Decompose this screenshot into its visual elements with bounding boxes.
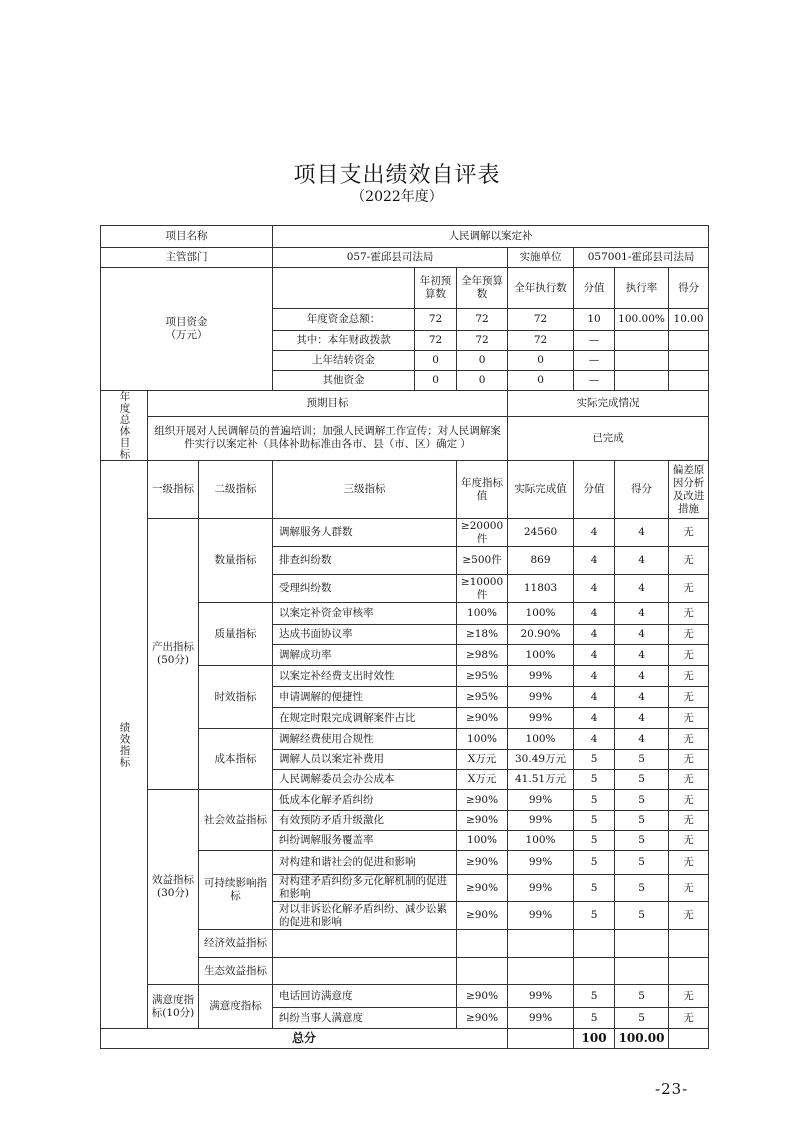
score-value: 4 [574,687,615,708]
level3-indicator: 受理纠纷数 [273,575,457,603]
deviation-analysis: 无 [669,902,709,930]
deviation-analysis: 无 [669,603,709,625]
score: 5 [615,750,669,770]
score: 4 [615,547,669,575]
funds-cell [615,331,669,351]
score-value: 4 [574,729,615,750]
total-blank [669,1029,709,1049]
actual-value: 99% [508,875,574,902]
target-value: ≥95% [457,687,508,708]
actual-value: 99% [508,851,574,875]
score: 5 [615,790,669,811]
actual-value: 99% [508,790,574,811]
deviation-analysis: 无 [669,645,709,666]
funds-cell: 0 [508,351,574,371]
funds-cell: 72 [457,309,508,331]
funds-cell: 72 [457,331,508,351]
total-score-value: 100 [574,1029,615,1049]
level3-indicator: 对以非诉讼化解矛盾纠纷、减少讼累的促进和影响 [273,902,457,930]
score: 5 [615,831,669,851]
page-number: -23- [655,1080,689,1098]
actual-value: 99% [508,687,574,708]
funds-row-label: 年度资金总额： [273,309,415,331]
score: 4 [615,519,669,547]
deviation-analysis: 无 [669,790,709,811]
target-value: ≥90% [457,902,508,930]
funds-cell: 0 [415,351,457,371]
level1-indicator: 满意度指标(10分) [148,985,199,1029]
target-value: ≥90% [457,790,508,811]
project-name-value: 人民调解以案定补 [273,226,709,248]
indicator-header: 年度指标值 [457,461,508,519]
dept-value: 057-霍邱县司法局 [273,248,508,268]
deviation-analysis: 无 [669,1008,709,1029]
score-value: 5 [574,831,615,851]
funds-cell: 10.00 [669,309,709,331]
funds-row-label: 其中：本年财政拨款 [273,331,415,351]
actual-value: 99% [508,1008,574,1029]
deviation-analysis: 无 [669,831,709,851]
score-value: 5 [574,790,615,811]
funds-cell [669,331,709,351]
actual-value: 99% [508,902,574,930]
level3-indicator: 人民调解委员会办公成本 [273,770,457,790]
target-value: ≥95% [457,666,508,687]
funds-cell: — [574,331,615,351]
score: 4 [615,645,669,666]
level2-indicator: 满意度指标 [199,985,273,1029]
actual-value: 11803 [508,575,574,603]
level3-indicator: 纠纷调解服务覆盖率 [273,831,457,851]
deviation-analysis: 无 [669,666,709,687]
target-value: ≥90% [457,851,508,875]
deviation-analysis: 无 [669,519,709,547]
target-value [457,958,508,985]
dept-label: 主管部门 [101,248,273,268]
level2-indicator: 时效指标 [199,666,273,729]
funds-header: 得分 [669,268,709,309]
score-value: 4 [574,625,615,645]
level3-indicator: 对构建和谐社会的促进和影响 [273,851,457,875]
score-value: 5 [574,770,615,790]
score-value: 5 [574,985,615,1008]
indicator-header: 实际完成值 [508,461,574,519]
level3-indicator: 申请调解的便捷性 [273,687,457,708]
score-value [574,958,615,985]
funds-blank-header [273,268,415,309]
target-value: ≥90% [457,811,508,831]
actual-value [508,930,574,958]
score-value [574,930,615,958]
target-value: X万元 [457,770,508,790]
level3-indicator: 以案定补资金审核率 [273,603,457,625]
project-name-label: 项目名称 [101,226,273,248]
level1-indicator: 效益指标(30分) [148,790,199,985]
target-value: ≥90% [457,1008,508,1029]
score-value: 4 [574,708,615,729]
funds-label-line: （万元） [165,329,208,341]
actual-value: 24560 [508,519,574,547]
target-value: ≥98% [457,645,508,666]
score-value: 4 [574,547,615,575]
table-row [101,391,709,417]
level3-indicator: 达成书面协议率 [273,625,457,645]
target-value: 100% [457,729,508,750]
funds-cell: 0 [415,371,457,391]
score [615,958,669,985]
funds-header: 全年预算数 [457,268,508,309]
deviation-analysis [669,930,709,958]
table-row [101,519,709,547]
funds-cell [615,351,669,371]
level3-indicator: 电话回访满意度 [273,985,457,1008]
score-value: 5 [574,851,615,875]
funds-header: 分值 [574,268,615,309]
actual-value: 100% [508,603,574,625]
actual-value [508,958,574,985]
funds-label-line: 项目资金 [165,316,208,328]
page-title: 项目支出绩效自评表 [293,163,501,188]
funds-cell: 0 [457,371,508,391]
actual-value: 20.90% [508,625,574,645]
target-value: ≥90% [457,708,508,729]
level3-indicator: 低成本化解矛盾纠纷 [273,790,457,811]
impl-value: 057001-霍邱县司法局 [574,248,709,268]
level2-indicator: 社会效益指标 [199,790,273,851]
table-row [101,1029,709,1049]
level2-indicator: 生态效益指标 [199,958,273,985]
deviation-analysis: 无 [669,985,709,1008]
actual-value: 100% [508,729,574,750]
score: 5 [615,851,669,875]
funds-cell: — [574,371,615,391]
deviation-analysis: 无 [669,851,709,875]
deviation-analysis: 无 [669,875,709,902]
deviation-analysis: 无 [669,687,709,708]
target-value [457,930,508,958]
level2-indicator: 数量指标 [199,519,273,603]
funds-cell: 72 [415,331,457,351]
score: 5 [615,875,669,902]
level2-indicator: 经济效益指标 [199,930,273,958]
score [615,930,669,958]
expected-goal-text: 组织开展对人民调解员的普遍培训；加强人民调解工作宣传；对人民调解案件实行以案定补（具体补助标准由各市、县（市、区）确定 ） [148,416,508,460]
indicator-header: 二级指标 [199,461,273,519]
funds-row-label: 其他资金 [273,371,415,391]
total-label: 总分 [101,1029,508,1049]
table-row [101,268,709,309]
page-subtitle: （2022年度） [351,189,443,205]
actual-value: 99% [508,708,574,729]
level3-indicator: 纠纷当事人满意度 [273,1008,457,1029]
actual-value: 41.51万元 [508,770,574,790]
deviation-analysis: 无 [669,547,709,575]
score-value: 4 [574,519,615,547]
deviation-analysis: 无 [669,625,709,645]
score-value: 4 [574,666,615,687]
actual-status-text: 已完成 [508,416,709,460]
funds-header: 执行率 [615,268,669,309]
table-row [101,416,709,460]
score: 5 [615,770,669,790]
deviation-analysis: 无 [669,575,709,603]
level3-indicator: 对构建矛盾纠纷多元化解机制的促进和影响 [273,875,457,902]
level3-indicator [273,930,457,958]
score: 4 [615,666,669,687]
total-blank [508,1029,574,1049]
actual-value: 100% [508,645,574,666]
indicator-header: 得分 [615,461,669,519]
total-score: 100.00 [615,1029,669,1049]
self-evaluation-table [100,225,709,1049]
funds-cell: 72 [415,309,457,331]
score: 4 [615,603,669,625]
funds-cell: — [574,351,615,371]
funds-row-label: 上年结转资金 [273,351,415,371]
level3-indicator: 有效预防矛盾升级激化 [273,811,457,831]
score: 5 [615,985,669,1008]
score-value: 5 [574,811,615,831]
actual-value: 30.49万元 [508,750,574,770]
level3-indicator [273,958,457,985]
deviation-analysis [669,958,709,985]
target-value: ≥10000件 [457,575,508,603]
target-value: 100% [457,831,508,851]
table-row [101,985,709,1008]
level3-indicator: 调解人员以案定补费用 [273,750,457,770]
target-value: ≥90% [457,985,508,1008]
actual-value: 99% [508,811,574,831]
level3-indicator: 调解成功率 [273,645,457,666]
actual-value: 869 [508,547,574,575]
indicator-header: 偏差原因分析及改进措施 [669,461,709,519]
actual-status-header: 实际完成情况 [508,391,709,417]
funds-cell: 72 [508,331,574,351]
level2-indicator: 可持续影响指标 [199,851,273,930]
funds-cell [669,351,709,371]
score-value: 5 [574,875,615,902]
table-row [101,461,709,519]
expected-goal-header: 预期目标 [148,391,508,417]
funds-cell: 72 [508,309,574,331]
score-value: 5 [574,750,615,770]
table-row [101,790,709,811]
funds-cell: 10 [574,309,615,331]
funds-cell: 0 [457,351,508,371]
score: 5 [615,811,669,831]
target-value: ≥20000件 [457,519,508,547]
score-value: 4 [574,575,615,603]
level3-indicator: 调解经费使用合规性 [273,729,457,750]
level2-indicator: 成本指标 [199,729,273,790]
impl-label: 实施单位 [508,248,574,268]
deviation-analysis: 无 [669,811,709,831]
level1-indicator: 产出指标(50分) [148,519,199,790]
funds-label [101,268,273,391]
level2-indicator: 质量指标 [199,603,273,666]
deviation-analysis: 无 [669,750,709,770]
performance-indicators-label: 绩效指标 [101,461,148,1029]
score: 4 [615,687,669,708]
score-value: 5 [574,902,615,930]
score: 4 [615,625,669,645]
level3-indicator: 以案定补经费支出时效性 [273,666,457,687]
score: 5 [615,1008,669,1029]
deviation-analysis: 无 [669,729,709,750]
score: 4 [615,575,669,603]
actual-value: 99% [508,666,574,687]
target-value: X万元 [457,750,508,770]
funds-header: 全年执行数 [508,268,574,309]
level3-indicator: 调解服务人群数 [273,519,457,547]
deviation-analysis: 无 [669,708,709,729]
annual-goal-label: 年度总体目标 [101,391,148,461]
indicator-header: 三级指标 [273,461,457,519]
score: 4 [615,729,669,750]
target-value: ≥18% [457,625,508,645]
score-value: 4 [574,645,615,666]
funds-header: 年初预算数 [415,268,457,309]
actual-value: 99% [508,985,574,1008]
indicator-header: 分值 [574,461,615,519]
target-value: ≥90% [457,875,508,902]
funds-cell: 100.00% [615,309,669,331]
funds-cell [669,371,709,391]
score: 5 [615,902,669,930]
funds-cell [615,371,669,391]
deviation-analysis: 无 [669,770,709,790]
target-value: ≥500件 [457,547,508,575]
score-value: 5 [574,1008,615,1029]
level3-indicator: 在规定时限完成调解案件占比 [273,708,457,729]
score: 4 [615,708,669,729]
funds-cell: 0 [508,371,574,391]
score-value: 4 [574,603,615,625]
indicator-header: 一级指标 [148,461,199,519]
actual-value: 100% [508,831,574,851]
level3-indicator: 排查纠纷数 [273,547,457,575]
target-value: 100% [457,603,508,625]
